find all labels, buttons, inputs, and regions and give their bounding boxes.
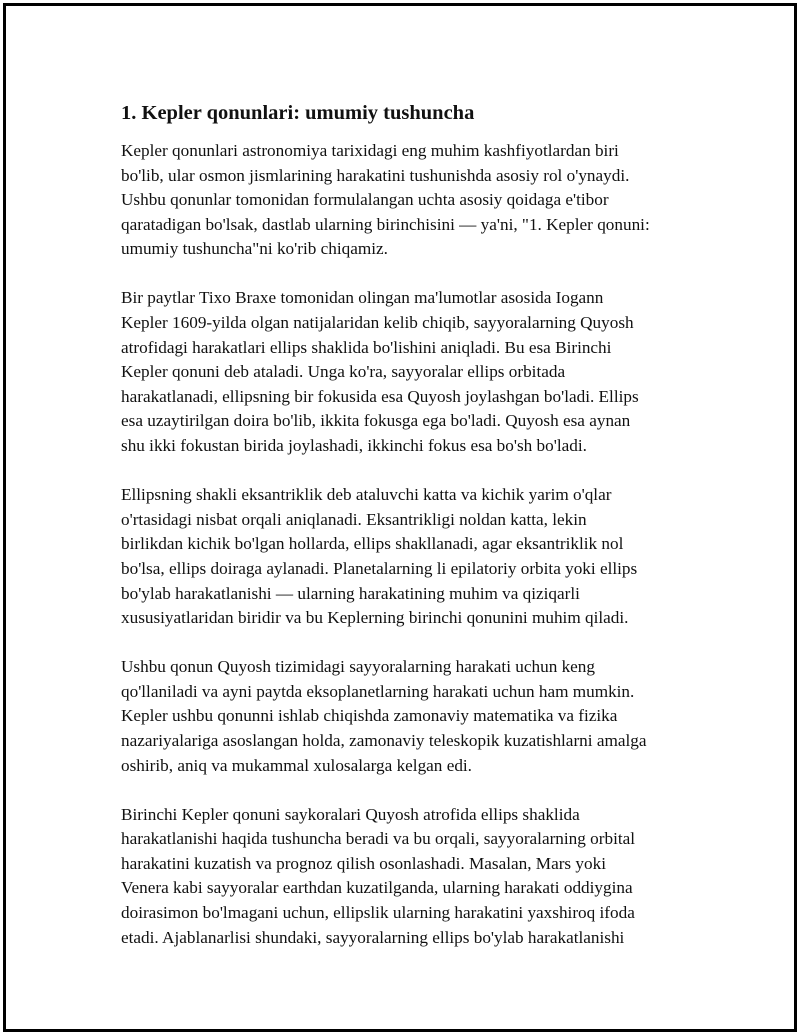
text-line: Ushbu qonunlar tomonidan formulalangan uchta asosiy qoidaga e'tibor: [121, 190, 609, 210]
text-line: Venera kabi sayyoralar earthdan kuzatilganda, ularning harakati oddiygina: [121, 878, 633, 898]
text-line: bo'ylab harakatlanishi — ularning harakatining muhim va qiziqarli: [121, 583, 580, 603]
text-line: qaratadigan bo'lsak, dastlab ularning birinchisini — ya'ni, "1. Kepler qonuni:: [121, 214, 650, 234]
text-line: Ushbu qonun Quyosh tizimidagi sayyoralarning harakati uchun keng: [121, 657, 595, 677]
text-line: bo'lsa, ellips doiraga aylanadi. Planetalarning li epilatoriy orbita yoki ellips: [121, 558, 638, 578]
paragraph-eccentricity: [121, 483, 696, 631]
text-line: oshirib, aniq va mukammal xulosalarga kelgan edi.: [121, 755, 472, 775]
text-line: Kepler ushbu qonunni ishlab chiqishda zamonaviy matematika va fizika: [121, 706, 618, 726]
text-line: Kepler 1609-yilda olgan natijalaridan kelib chiqib, sayyoralarning Quyosh: [121, 313, 634, 333]
text-line: bo'lib, ular osmon jismlarining harakatini tushunishda asosiy rol o'ynaydi.: [121, 165, 630, 185]
text-line: nazariyalariga asoslangan holda, zamonaviy teleskopik kuzatishlarni amalga: [121, 730, 647, 750]
section-title: 1. Kepler qonunlari: umumiy tushuncha: [121, 102, 475, 124]
text-line: atrofidagi harakatlari ellips shaklida bo'lishini aniqladi. Bu esa Birinchi: [121, 337, 612, 357]
text-line: Bir paytlar Tixo Braxe tomonidan olingan ma'lumotlar asosida Iogann: [121, 288, 604, 308]
page-border: [3, 3, 797, 1032]
text-line: Birinchi Kepler qonuni saykoralari Quyosh atrofida ellips shaklida: [121, 804, 580, 824]
document-body: [121, 99, 696, 975]
text-line: harakatlanadi, ellipsning bir fokusida esa Quyosh joylashgan bo'ladi. Ellips: [121, 386, 639, 406]
text-line: xususiyatlaridan biridir va bu Keplerning birinchi qonunini muhim qiladi.: [121, 608, 629, 628]
text-line: birlikdan kichik bo'lgan hollarda, ellips shakllanadi, agar eksantriklik nol: [121, 534, 624, 554]
text-line: etadi. Ajablanarlisi shundaki, sayyoralarning ellips bo'ylab harakatlanishi: [121, 927, 625, 947]
text-line: o'rtasidagi nisbat orqali aniqlanadi. Eksantrikligi noldan katta, lekin: [121, 509, 587, 529]
text-line: Ellipsning shakli eksantriklik deb ataluvchi katta va kichik yarim o'qlar: [121, 485, 612, 505]
text-line: doirasimon bo'lmagani uchun, ellipslik ularning harakatini yaxshiroq ifoda: [121, 903, 635, 923]
paragraph-application: [121, 655, 696, 778]
text-line: Kepler qonuni deb ataladi. Unga ko'ra, sayyoralar ellips orbitada: [121, 362, 566, 382]
text-line: harakatini kuzatish va prognoz qilish osonlashadi. Masalan, Mars yoki: [121, 853, 606, 873]
text-line: harakatlanishi haqida tushuncha beradi va bu orqali, sayyoralarning orbital: [121, 829, 636, 849]
paragraph-intro: [121, 139, 696, 262]
text-line: esa uzaytirilgan doira bo'lib, ikkita fokusga ega bo'ladi. Quyosh esa aynan: [121, 411, 631, 431]
paragraph-first-law: [121, 286, 696, 458]
text-line: shu ikki fokustan birida joylashadi, ikkinchi fokus esa bo'sh bo'ladi.: [121, 436, 587, 456]
text-line: qo'llaniladi va ayni paytda eksoplanetlarning harakati uchun ham mumkin.: [121, 681, 635, 701]
paragraph-observation: [121, 803, 696, 951]
text-line: umumiy tushuncha"ni ko'rib chiqamiz.: [121, 239, 388, 259]
text-line: Kepler qonunlari astronomiya tarixidagi eng muhim kashfiyotlardan biri: [121, 141, 619, 160]
